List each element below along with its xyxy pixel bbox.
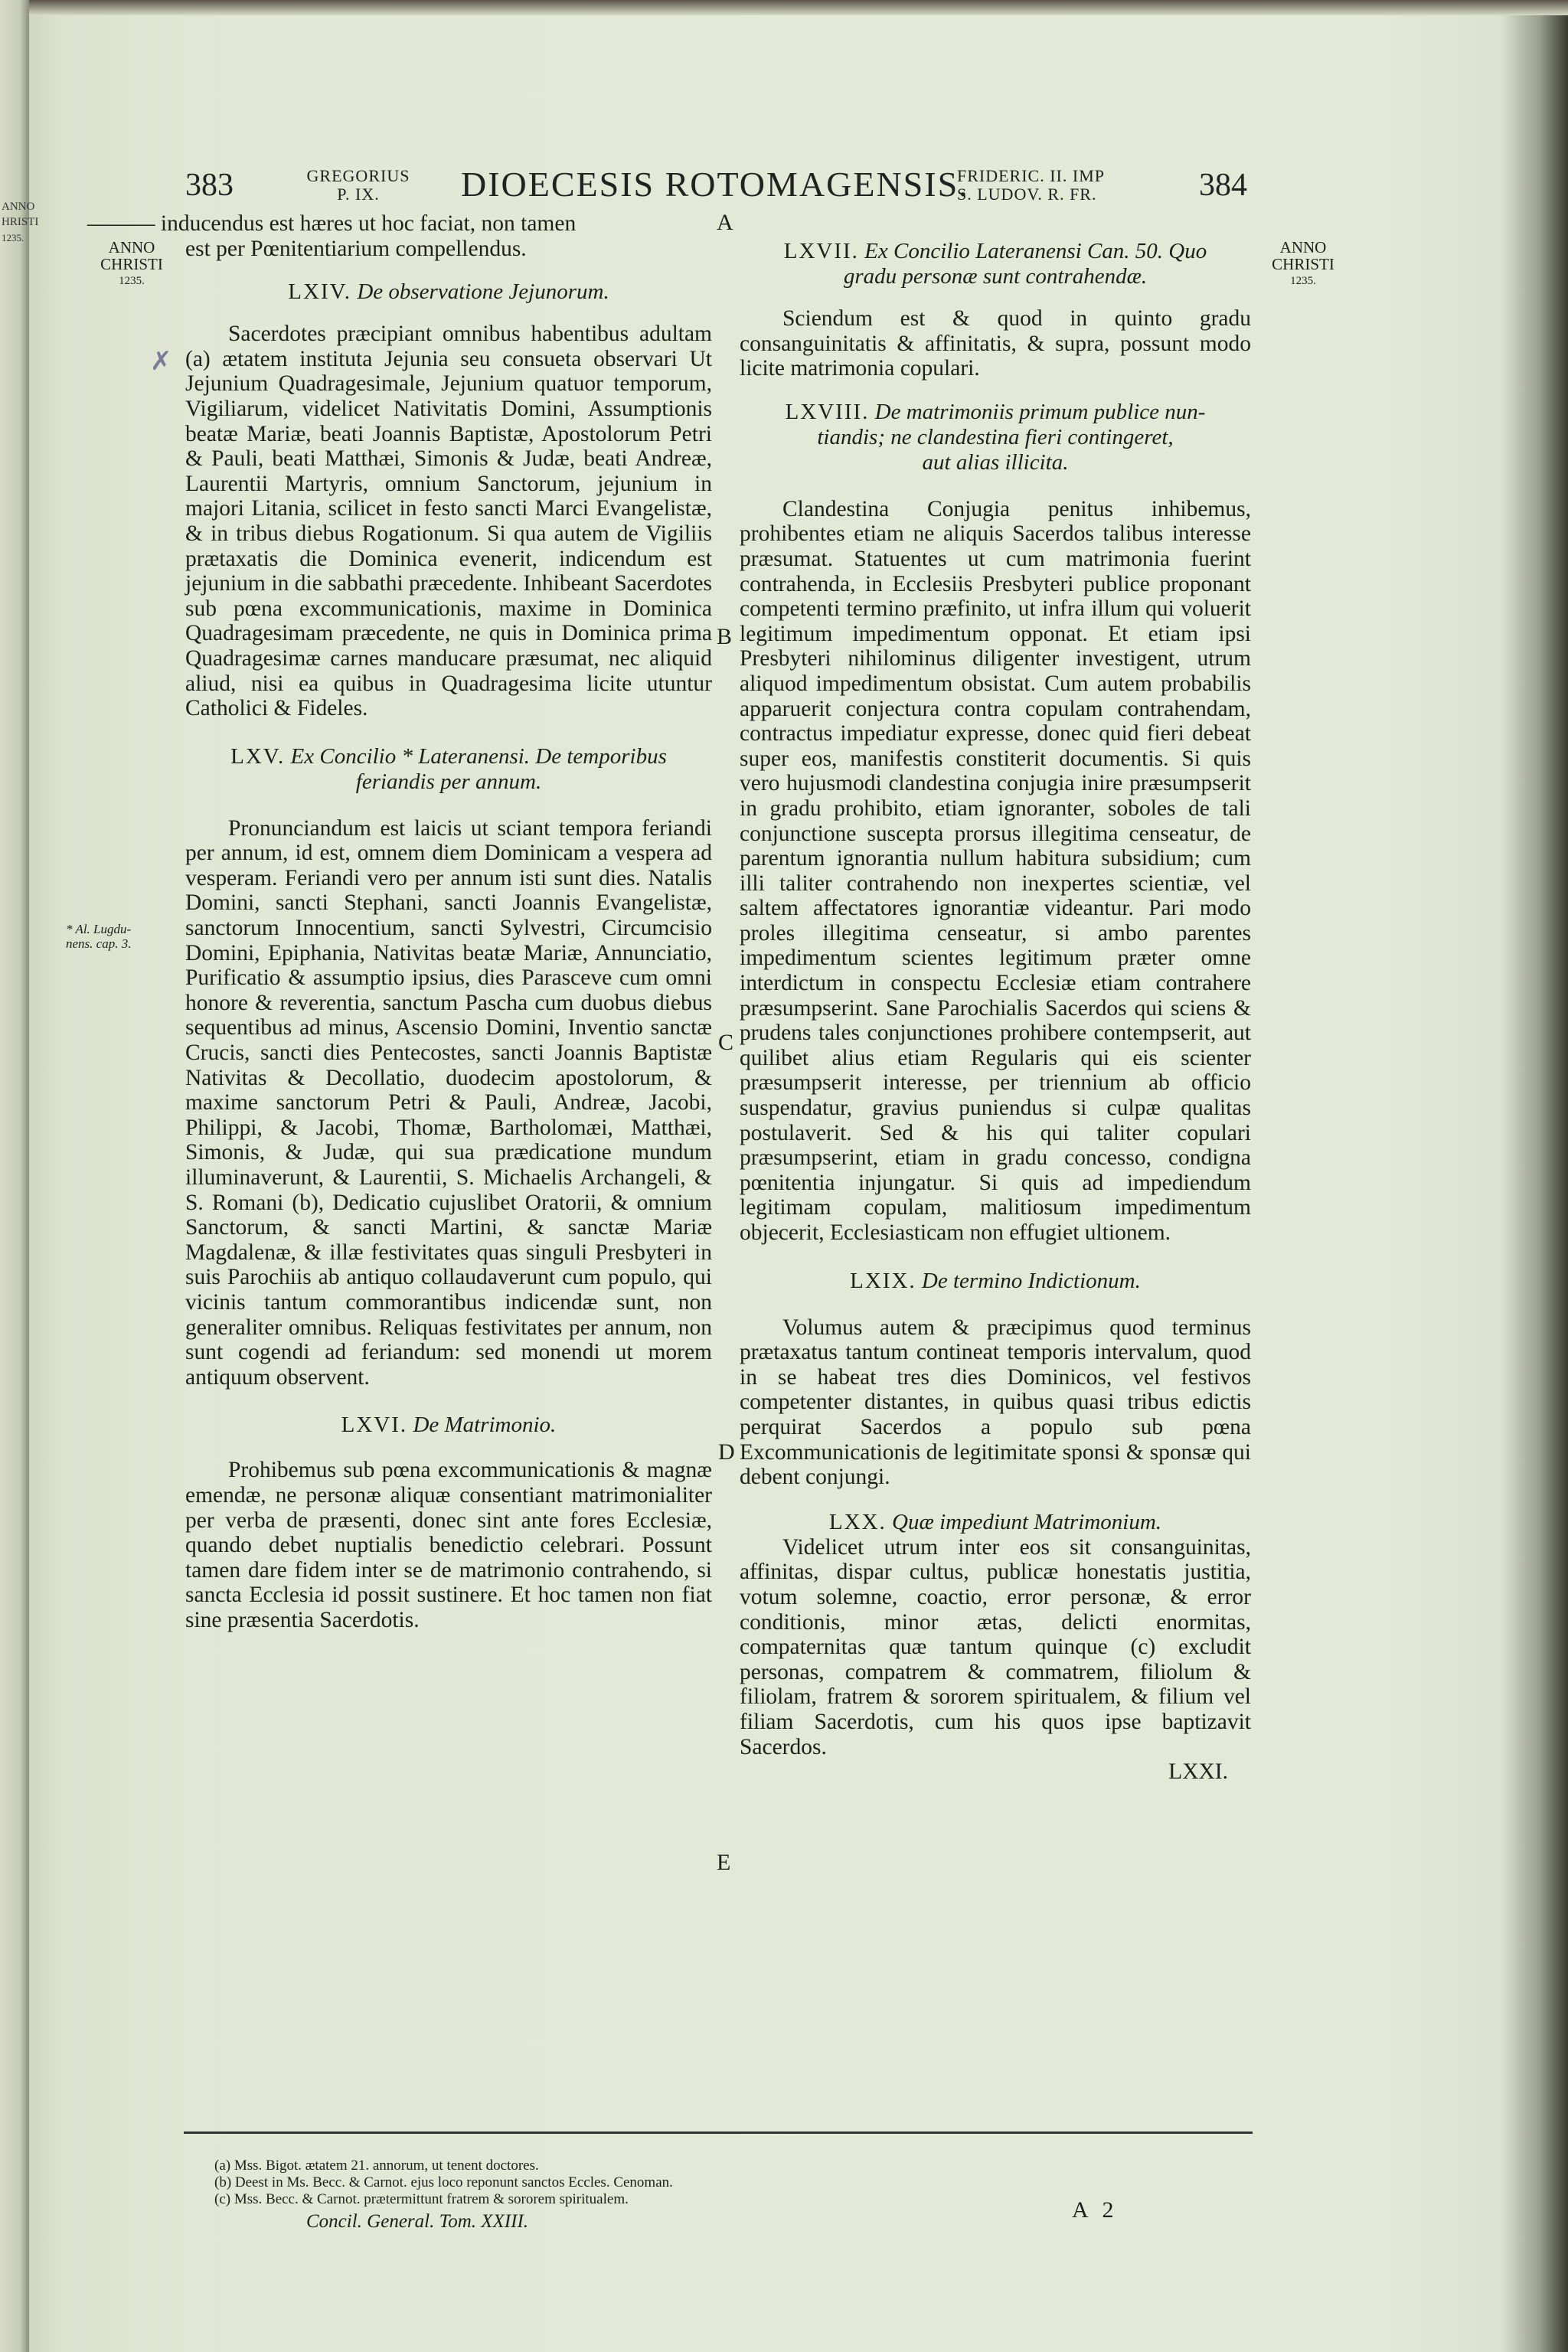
continued-line-2: est per Pœnitentiarium compellendus. [185, 236, 527, 261]
section-64-heading [185, 279, 712, 305]
right-margin-year: 1235. [1290, 275, 1316, 287]
catchword: LXXI. [1168, 1759, 1228, 1785]
section-65-text: Pronunciandum est laicis ut sciant tempora feriandi per annum, id est, omnem diem Dominicam a vespera ad vesperam. Feriandi vero per annum isti sunt dies. Natalis Domini, sancti Stephani, sancti Joannis Evangelistæ, sanctorum Innocentium, sancti Sylvestri, Circumcisio Domini, Epiphania, Nativitas beatæ Mariæ, Annunciatio, Purificatio & assumptio ipsius, dies Parasceve cum omni honore & reverentia, sanctum Pascha cum duobus diebus sequentibus ad minus, Ascensio Domini, Inventio sanctæ Crucis, sancti dies Pentecostes, sancti Joannis Baptistæ Nativitas & Decollatio, duodecim apostolorum, & maxime sanctorum Petri & Pauli, Andreæ, Jacobi, Philippi, & Jacobi, Thomæ, Bartholomæi, Matthæi, Simonis, & Judæ, qui sua prædicatione mundum illuminaverunt, & Laurentii, S. Michaelis Archangeli, & S. Romani (b), Dedicatio cujuslibet Oratorii, & omnium Sanctorum, & sancti Martini, & sanctæ Mariæ Magdalenæ, & illæ festivitates quas singuli Presbyteri in suis Parochiis ab antiquo collaudaverunt cum populo, qui vicinis tantum commorantibus indicendæ sunt, non generaliter omnibus. Reliquas festivitates per annum, non sunt cogendi ad feriandum: sed monendi ut morem antiquum observent. [185, 815, 712, 1390]
pencil-mark: ✗ [150, 348, 172, 376]
section-68-heading [740, 400, 1251, 425]
right-margin-christi-word: CHRISTI [1272, 255, 1334, 273]
section-65-heading [185, 744, 712, 769]
signature-mark: A 2 [1072, 2197, 1119, 2223]
section-70-heading [740, 1510, 1251, 1535]
section-64-title: De observatione Jejunorum. [357, 279, 609, 305]
section-66-heading [185, 1413, 712, 1438]
left-running-head [289, 167, 427, 213]
left-running-head-numeral: P. IX. [337, 185, 380, 204]
section-66-number: LXVI. [341, 1413, 408, 1438]
footnote-b: (b) Deest in Ms. Becc. & Carnot. ejus loco reponunt sanctos Eccles. Cenoman. [214, 2174, 673, 2190]
right-running-head [957, 167, 1141, 213]
facing-anno: ANNO [2, 201, 35, 213]
left-margin-anno-word: ANNO [108, 238, 155, 256]
section-64-number: LXIV. [288, 279, 352, 305]
section-64-text: Sacerdotes præcipiant omnibus habentibus adultam (a) ætatem instituta Jejunia seu consueta observari Ut Jejunium Quadragesimale, Jejunium quatuor temporum, Vigiliarum, videlicet Nativitatis Domini, Assumptionis beatæ Mariæ, beati Joannis Baptistæ, Apostolorum Petri & Pauli, beati Matthæi, Simonis & Judæ, beati Andreæ, Laurentii Martyris, omnium Sanctorum, jejunium in majori Litania, scilicet in festo sancti Marci Evangelistæ, & in tribus diebus Rogationum. Si qua autem de Vigiliis prætaxatis die Dominica evenerit, indicendum est jejunium in die sabbathi præcedente. Inhibeant Sacerdotes sub pœna excommunicationis, maxime in Dominica Quadragesimam præcedente, ne quis in Dominica prima Quadragesimæ carnes manducare præsumat, nec aliquid aliud, nisi ea quibus in Quadragesima licite utuntur Catholici & Fideles. [185, 322, 712, 721]
section-70-text: Videlicet utrum inter eos sit consanguinitas, affinitas, dispar cultus, publicæ honestatis justitia, votum solemne, coactio, error personæ, & error conditionis, minor ætas, delicti enormitas, compaternitas quæ tantum quinque (c) excludit personas, compatrem & commatrem, filiolum & filiolam, fratrem & sororem spiritualem, & filium vel filiam Sacerdotis, cum his quos ipse baptizavit Sacerdos. [740, 1534, 1251, 1759]
right-margin-anno-word: ANNO [1279, 238, 1327, 256]
section-68-title-c: aut alias illicita. [922, 449, 1069, 475]
left-margin-year: 1235. [119, 275, 145, 287]
section-67-text: Sciendum est & quod in quinto gradu consanguinitatis & affinitatis, & supra, possunt modo licite matrimonia copulari. [740, 306, 1251, 381]
section-67-title-a: Ex Concilio Lateranensi Can. 50. Quo [864, 239, 1207, 263]
section-65-title-a: Ex Concilio * Lateranensi. De temporibus [290, 743, 667, 769]
section-68-title-a: De matrimoniis primum publice nun- [874, 399, 1206, 424]
section-67-title-b: gradu personæ sunt contrahendæ. [843, 264, 1148, 289]
section-68-text: Clandestina Conjugia penitus inhibemus, prohibentes etiam ne aliquis Sacerdos talibus interesse præsumat. Statuentes ut cum matrimonia fuerint contrahenda, in Ecclesiis Presbyteri publice proponant competenti termino præfinito, ut infra illum qui voluerit legitimum impedimentum opponat. Et etiam ipsi Presbyteri nihilominus diligenter investigent, utrum aliquod impedimentum obsistat. Cum autem probabilis apparuerit conjectura contra copulam contrahendam, contractus impediatur expresse, donec quid fieri debeat super eos, manifestis constiterit documentis. Si quis vero hujusmodi clandestina conjugia inire præsumpserit in gradu prohibito, etiam ignoranter, soboles de tali conjunctione suscepta prorsus illegitima censeatur, de parentum ignorantia nullum habitura subsidium; cum illi taliter contrahendo non inexpertes scientiæ, vel saltem affectatores ignorantiæ videantur. Pari modo proles illegitima censeatur, si ambo parentes impedimentum scientes legitimum præter omne interdictum in conspectu Ecclesiæ etiam contrahere præsumpserint. Sane Parochialis Sacerdos qui sciens & prudens tales conjunctiones prohibere contempserit, aut quilibet alius etiam Regularis qui eis scienter præsumpserit interesse, per triennium ab officio suspendatur, gravius puniendus si culpæ qualitas postulaverit. Sed & his qui taliter copulari præsumpserint, etiam in gradu concesso, condigna pœnitentia injungatur. Si quis ad impediendum legitimam copulam, malitiosum impedimentum objecerit, Ecclesiasticam non effugiet ultionem. [740, 496, 1251, 1245]
footnote-a: (a) Mss. Bigot. ætatem 21. annorum, ut tenent doctores. [214, 2158, 539, 2174]
page-top-edge [0, 0, 1568, 15]
section-67-number: LXVII. [783, 239, 859, 263]
left-margin-christi-word: CHRISTI [100, 255, 163, 273]
right-column [740, 239, 1251, 1785]
section-68-number: LXVIII. [785, 399, 870, 424]
right-running-head-king: S. LUDOV. R. FR. [957, 185, 1097, 204]
footnote-c: (c) Mss. Becc. & Carnot. prætermittunt fratrem & sororem spiritualem. [214, 2191, 629, 2207]
volume-line: Concil. General. Tom. XXIII. [306, 2211, 529, 2232]
section-66-text: Prohibemus sub pœna excommunicationis & magnæ emendæ, ne personæ aliquæ consentiant matrimonialiter per verba de præsenti, donec sint ante fores Ecclesiæ, quando debet nuptialis benedictio celebrari. Possunt tamen dare fidem inter se de matrimonio contrahendo, si sancta Ecclesia id possit sustinere. Et hoc tamen non fiat sine præsentia Sacerdotis. [185, 1458, 712, 1632]
section-letter-c: C [718, 1030, 734, 1055]
right-running-head-emperor: FRIDERIC. II. IMP [957, 166, 1106, 185]
left-page-number: 383 [185, 168, 234, 203]
facing-christi: HRISTI [2, 216, 39, 228]
section-66-title: De Matrimonio. [413, 1413, 557, 1438]
side-note-line-2: nens. cap. 3. [66, 936, 132, 951]
continued-line: ——— inducendus est hæres ut hoc faciat, non tamen [87, 211, 577, 236]
section-69-heading [740, 1269, 1251, 1294]
section-letter-a: A [717, 210, 733, 235]
right-margin-anno [1257, 239, 1349, 289]
footnote-rule [184, 2132, 1253, 2134]
left-running-head-pope: GREGORIUS [306, 166, 410, 185]
section-69-text: Volumus autem & præcipimus quod terminus prætaxatus tantum contineat temporis intervalum, quod in se habeat tres dies Dominicos, vel festivos competenter distantes, in quibus quasi tribus edictis perquirat Sacerdos a populo sub pœna Excommunicationis de legitimitate sponsi & sponsæ qui debent conjungi. [740, 1315, 1251, 1490]
section-67-heading [740, 239, 1251, 264]
section-letter-d: D [718, 1439, 735, 1465]
facing-year: 1235. [2, 232, 24, 243]
section-70-title: Quæ impediunt Matrimonium. [892, 1509, 1162, 1534]
side-note-line-1: * Al. Lugdu- [66, 922, 132, 936]
section-69-number: LXIX. [850, 1268, 916, 1293]
footnotes [214, 2158, 980, 2208]
section-70-number: LXX. [828, 1509, 887, 1534]
section-65-number: LXV. [230, 743, 286, 769]
section-69-title: De termino Indictionum. [921, 1268, 1141, 1293]
side-note [66, 922, 131, 951]
facing-page-edge [0, 0, 39, 2352]
section-letter-b: B [717, 624, 733, 649]
page-title: DIOECESIS ROTOMAGENSIS. [461, 165, 969, 204]
section-65-title-b: feriandis per annum. [355, 769, 542, 794]
section-letter-e: E [717, 1850, 731, 1875]
section-68-title-b: tiandis; ne clandestina fieri contingeret, [817, 424, 1174, 449]
right-page-number: 384 [1199, 168, 1247, 203]
left-margin-anno [86, 239, 178, 289]
